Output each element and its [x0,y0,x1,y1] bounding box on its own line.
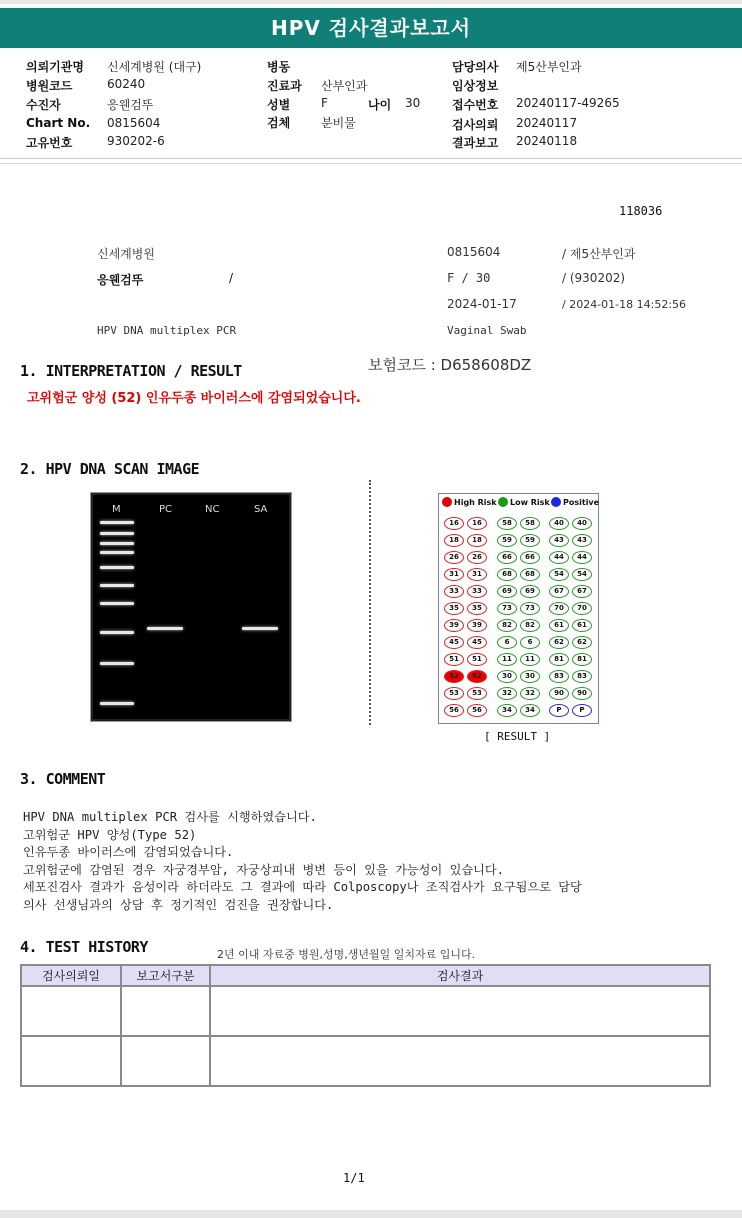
hpv-type-marker: 33 [444,585,464,598]
hpv-type-marker: 44 [572,551,592,564]
hpv-type-marker: 51 [444,653,464,666]
top-strip [0,0,742,4]
hpv-type-marker: 43 [572,534,592,547]
result-caption: [ RESULT ] [484,730,551,743]
hpv-type-marker: 58 [497,517,517,530]
section-scan-image-title: 2. HPV DNA SCAN IMAGE [20,460,200,478]
hpv-type-marker: 39 [444,619,464,632]
label-hospital-code: 병원코드 [26,79,73,93]
insurance-code: 보험코드 : D658608DZ [368,356,532,374]
value-unique-no: 930202-6 [107,134,165,148]
report-sex-age: F / 30 [447,271,491,285]
hpv-result-board [438,493,599,724]
value-patient: 응웬검뚜 [107,98,154,112]
hpv-type-marker: 32 [520,687,540,700]
report-specimen: Vaginal Swab [447,324,527,337]
hpv-type-marker: P [549,704,569,717]
hpv-type-marker: P [572,704,592,717]
hpv-type-marker: 51 [467,653,487,666]
hpv-type-marker: 44 [549,551,569,564]
hpv-type-marker: 66 [497,551,517,564]
label-report-date: 결과보고 [452,136,499,150]
comment-line: 세포진검사 결과가 음성이라 하더라도 그 결과에 따라 Colposcopy나 조직검사가 요구됨으로 담당 [23,880,582,894]
ladder-band [100,602,134,605]
report-received: 2024-01-17 [447,297,517,311]
lane-label-pc: PC [159,504,173,515]
hpv-type-marker: 31 [467,568,487,581]
low-risk-dot-icon [498,497,508,507]
hpv-type-marker: 18 [467,534,487,547]
legend-positive: Positive [563,498,600,507]
value-report-date: 20240118 [516,134,578,148]
hpv-type-marker: 26 [444,551,464,564]
hpv-type-marker: 6 [497,636,517,649]
report-chart: 0815604 [447,245,501,259]
ladder-band [100,662,134,665]
high-risk-dot-icon [442,497,452,507]
hpv-type-marker: 83 [572,670,592,683]
hpv-type-marker: 69 [520,585,540,598]
hpv-type-marker: 53 [467,687,487,700]
value-requester: 신세계병원 (대구) [107,60,202,74]
hpv-type-marker: 70 [549,602,569,615]
hpv-type-marker: 68 [520,568,540,581]
value-specimen: 분비물 [321,116,356,130]
legend-low-risk: Low Risk [510,498,550,507]
hpv-type-marker: 83 [549,670,569,683]
hpv-type-marker: 34 [520,704,540,717]
hpv-type-marker: 53 [444,687,464,700]
hpv-type-marker: 35 [467,602,487,615]
report-slash: / [229,271,234,285]
comment-line: 고위험군에 감염된 경우 자궁경부암, 자궁상피내 병변 등이 있을 가능성이 있습니다. [23,862,504,877]
hpv-type-marker: 67 [572,585,592,598]
hpv-type-marker: 61 [572,619,592,632]
table-cell [21,1036,121,1086]
hpv-type-marker: 59 [520,534,540,547]
table-row [21,1036,710,1086]
hpv-type-marker: 73 [497,602,517,615]
hpv-type-marker: 62 [549,636,569,649]
hpv-type-marker: 39 [467,619,487,632]
table-cell [210,986,710,1036]
gel-electrophoresis-image [91,493,291,721]
hpv-type-marker: 59 [497,534,517,547]
column-header-request-date: 검사의뢰일 [21,965,121,986]
hpv-type-marker: 68 [497,568,517,581]
section-interpretation-title: 1. INTERPRETATION / RESULT [20,362,242,380]
test-history-table [20,964,711,1087]
label-receipt-no: 접수번호 [452,98,499,112]
ladder-band [100,631,134,634]
hpv-type-marker: 16 [444,517,464,530]
hpv-type-marker: 11 [520,653,540,666]
history-note: 2년 이내 자료중 병원,성명,생년월일 일치자료 입니다. [217,948,476,961]
label-ward: 병동 [267,60,291,74]
hpv-type-marker: 61 [549,619,569,632]
value-department: 산부인과 [321,79,368,93]
hpv-type-marker: 34 [497,704,517,717]
hpv-type-marker: 18 [444,534,464,547]
table-cell [121,1036,210,1086]
report-title: HPV 검사결과보고서 [0,8,742,48]
ladder-band [100,702,134,705]
column-header-report-type: 보고서구분 [121,965,210,986]
hpv-type-marker: 58 [520,517,540,530]
report-code: 118036 [619,204,663,218]
ladder-band [100,521,134,524]
interpretation-result: 고위험군 양성 (52) 인유두종 바이러스에 감염되었습니다. [27,391,361,406]
hpv-type-marker: 40 [549,517,569,530]
hpv-type-marker: 56 [444,704,464,717]
hpv-type-marker: 43 [549,534,569,547]
label-unique-no: 고유번호 [26,136,73,150]
hpv-type-marker: 70 [572,602,592,615]
label-clinical-info: 임상정보 [452,79,499,93]
table-cell [210,1036,710,1086]
hpv-type-marker: 26 [467,551,487,564]
label-specimen: 검체 [267,116,291,130]
ladder-band [100,566,134,569]
header-divider-secondary [0,163,742,164]
lane-label-m: M [112,504,121,515]
pc-band [147,627,183,630]
hpv-type-marker: 67 [549,585,569,598]
label-doctor: 담당의사 [452,60,499,74]
label-sex: 성별 [267,98,291,112]
hpv-type-marker: 6 [520,636,540,649]
report-dept: / 제5산부인과 [562,247,636,261]
comment-line: HPV DNA multiplex PCR 검사를 시행하였습니다. [23,810,317,824]
hpv-type-marker: 52 [467,670,487,683]
hpv-type-marker: 73 [520,602,540,615]
header-divider [0,158,742,159]
hpv-type-marker: 56 [467,704,487,717]
value-hospital-code: 60240 [107,77,146,91]
image-separator [369,480,371,725]
hpv-type-marker: 35 [444,602,464,615]
hpv-type-marker: 66 [520,551,540,564]
table-header-row [21,965,710,986]
sa-band [242,627,278,630]
section-history-title: 4. TEST HISTORY [20,938,148,956]
ladder-band [100,532,134,535]
page-number: 1/1 [343,1171,365,1185]
hpv-type-marker: 30 [497,670,517,683]
table-cell [21,986,121,1036]
comment-line: 고위험군 HPV 양성(Type 52) [23,827,197,842]
ladder-band [100,542,134,545]
hpv-type-marker: 11 [497,653,517,666]
report-hospital: 신세계병원 [97,247,155,261]
ladder-band [100,551,134,554]
value-receipt-no: 20240117-49265 [516,96,620,110]
hpv-type-marker: 32 [497,687,517,700]
hpv-type-marker: 45 [444,636,464,649]
comment-line: 인유두종 바이러스에 감염되었습니다. [23,845,234,859]
hpv-type-marker: 69 [497,585,517,598]
comment-line: 의사 선생님과의 상담 후 정기적인 검진을 권장합니다. [23,897,334,912]
hpv-type-marker: 90 [549,687,569,700]
value-chart-no: 0815604 [107,116,161,130]
lane-label-sa: SA [254,504,268,515]
value-request-date: 20240117 [516,116,578,130]
hpv-type-marker: 31 [444,568,464,581]
column-header-result: 검사결과 [210,965,710,986]
report-test-name: HPV DNA multiplex PCR [97,324,237,337]
hpv-type-marker: 33 [467,585,487,598]
value-sex: F [321,96,328,110]
table-cell [121,986,210,1036]
hpv-type-marker: 82 [520,619,540,632]
hpv-type-marker: 54 [572,568,592,581]
hpv-type-marker: 16 [467,517,487,530]
value-doctor: 제5산부인과 [516,60,582,74]
positive-dot-icon [551,497,561,507]
lane-label-nc: NC [205,504,220,515]
hpv-type-marker: 90 [572,687,592,700]
label-requester: 의뢰기관명 [26,60,84,74]
report-reported: / 2024-01-18 14:52:56 [562,298,687,311]
report-patient: 응웬검뚜 [97,273,144,287]
hpv-type-marker: 54 [549,568,569,581]
hpv-type-marker: 30 [520,670,540,683]
label-department: 진료과 [267,79,302,93]
hpv-type-marker: 40 [572,517,592,530]
hpv-type-marker: 81 [572,653,592,666]
section-comment-title: 3. COMMENT [20,770,106,788]
report-birth: / (930202) [562,271,626,285]
hpv-type-marker: 52 [444,670,464,683]
legend-high-risk: High Risk [454,498,497,507]
label-patient: 수진자 [26,98,61,112]
label-request-date: 검사의뢰 [452,118,499,132]
hpv-type-marker: 45 [467,636,487,649]
ladder-band [100,584,134,587]
label-chart-no: Chart No. [26,116,91,130]
table-row [21,986,710,1036]
hpv-type-marker: 82 [497,619,517,632]
hpv-type-marker: 62 [572,636,592,649]
value-age: 30 [405,96,421,110]
hpv-type-marker: 81 [549,653,569,666]
comment-text [23,809,582,914]
bottom-strip [0,1210,742,1218]
label-age: 나이 [368,98,392,112]
